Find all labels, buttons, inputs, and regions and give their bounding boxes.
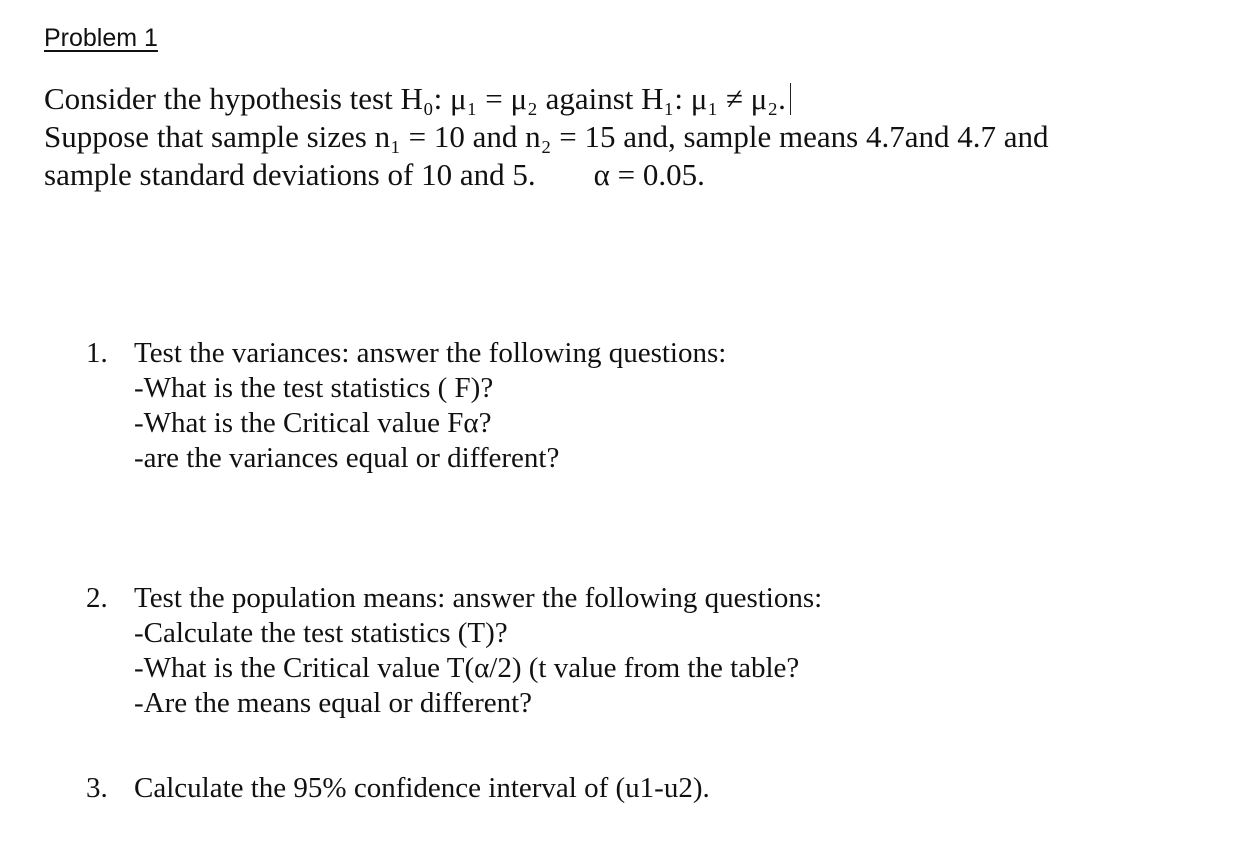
question-2-number: 2. [86,582,108,614]
hypothesis-line [44,80,1049,118]
problem-statement [44,80,1049,194]
question-1-number: 1. [86,337,108,369]
question-1-item-2: -What is the Critical value Fα? [134,407,492,439]
question-2 [86,581,822,721]
std-dev-text: sample standard deviations of 10 and 5. [44,157,536,192]
question-1-item-1: -What is the test statistics ( F)? [134,372,494,404]
alpha-value: α = 0.05. [593,157,705,192]
question-2-item-3: -Are the means equal or different? [134,687,533,719]
std-dev-line [44,156,1049,194]
question-1-item-3: -are the variances equal or different? [134,442,560,474]
question-3-number: 3. [86,772,108,804]
text-cursor [790,83,791,115]
question-1-title: Test the variances: answer the following questions: [134,337,727,369]
problem-heading: Problem 1 [44,24,158,52]
sample-sizes-line: Suppose that sample sizes n₁ = 10 and n₂ = 15 and, sample means 4.7and 4.7 and [44,119,1049,154]
question-2-item-1: -Calculate the test statistics (T)? [134,617,508,649]
question-1 [86,336,726,476]
question-3-title: Calculate the 95% confidence interval of (u1-u2). [134,772,710,804]
question-3 [86,771,710,806]
question-2-title: Test the population means: answer the following questions: [134,582,823,614]
question-2-item-2: -What is the Critical value T(α/2) (t value from the table? [134,652,800,684]
hypothesis-text: Consider the hypothesis test H₀: μ₁ = μ₂ against H₁: μ₁ ≠ μ₂. [44,81,786,116]
